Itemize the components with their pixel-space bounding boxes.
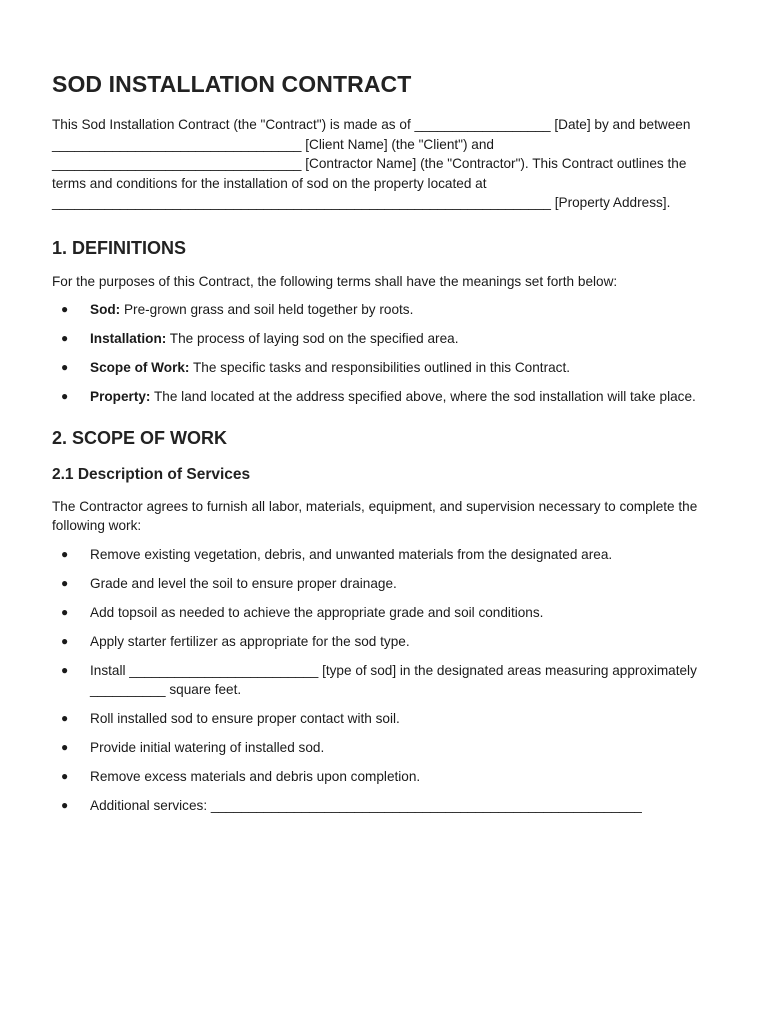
bullet-icon: ● xyxy=(61,740,69,754)
bullet-icon: ● xyxy=(61,633,69,648)
bullet-icon: ● xyxy=(61,389,69,403)
definition-term: Sod: xyxy=(90,302,121,317)
bullet-icon: ● xyxy=(61,769,69,783)
list-item xyxy=(52,300,718,320)
service-text: Grade and level the soil to ensure proper drainage. xyxy=(90,575,397,591)
subsection-heading-services: 2.1 Description of Services xyxy=(52,465,251,483)
service-text: Remove excess materials and debris upon completion. xyxy=(90,769,421,784)
section-heading-definitions: 1. DEFINITIONS xyxy=(52,237,187,258)
bullet-icon: ● xyxy=(61,331,69,345)
bullet-icon: ● xyxy=(61,662,69,677)
list-item xyxy=(52,329,718,349)
bullet-icon: ● xyxy=(61,546,69,561)
definitions-lead: For the purposes of this Contract, the following terms shall have the meanings set forth below: xyxy=(52,273,618,289)
intro-paragraph: This Sod Installation Contract (the "Contract") is made as of __________________ [Date] by and between _________________________________ [Client Name] (the "Client") and _________________________________ [Contractor Name] (the "Contractor"). This Contract outlines the terms and conditions for the installation of sod on the property located at __________________________________________________________________ [Property Address]. xyxy=(52,117,691,210)
list-item xyxy=(52,632,718,652)
list-item xyxy=(52,767,718,787)
list-item xyxy=(52,387,718,407)
definitions-list xyxy=(52,300,718,407)
list-item xyxy=(52,738,718,758)
list-item xyxy=(52,603,718,623)
list-item xyxy=(52,796,718,816)
list-item xyxy=(52,545,718,565)
service-text: Remove existing vegetation, debris, and unwanted materials from the designated area. xyxy=(90,546,613,562)
definition-term: Property: xyxy=(90,389,151,404)
list-item xyxy=(52,358,718,378)
list-item xyxy=(52,709,718,729)
bullet-icon: ● xyxy=(61,798,69,812)
definition-text: The specific tasks and responsibilities outlined in this Contract. xyxy=(189,360,571,375)
bullet-icon: ● xyxy=(61,575,69,590)
services-lead: The Contractor agrees to furnish all labor, materials, equipment, and supervision necessary to complete the following work: xyxy=(52,498,698,533)
bullet-icon: ● xyxy=(61,360,69,374)
definition-text: Pre-grown grass and soil held together by roots. xyxy=(120,302,414,317)
definition-text: The process of laying sod on the specified area. xyxy=(166,331,459,346)
bullet-icon: ● xyxy=(61,711,69,725)
services-list xyxy=(52,545,718,816)
section-heading-scope: 2. SCOPE OF WORK xyxy=(52,427,228,448)
service-text: Add topsoil as needed to achieve the appropriate grade and soil conditions. xyxy=(90,604,544,620)
bullet-icon: ● xyxy=(61,604,69,619)
service-text: Install _________________________ [type of sod] in the designated areas measuring approximately __________ square feet. xyxy=(90,662,697,697)
document-title: SOD INSTALLATION CONTRACT xyxy=(52,71,412,97)
bullet-icon: ● xyxy=(61,302,69,316)
service-text: Apply starter fertilizer as appropriate for the sod type. xyxy=(90,633,410,649)
list-item xyxy=(52,661,718,700)
definition-term: Installation: xyxy=(90,331,167,346)
definition-text: The land located at the address specified above, where the sod installation will take place. xyxy=(150,389,696,404)
service-text: Provide initial watering of installed sod. xyxy=(90,740,325,755)
definition-term: Scope of Work: xyxy=(90,360,190,375)
service-text: Additional services: _________________________________________________________ xyxy=(90,798,642,813)
list-item xyxy=(52,574,718,594)
service-text: Roll installed sod to ensure proper contact with soil. xyxy=(90,711,400,726)
